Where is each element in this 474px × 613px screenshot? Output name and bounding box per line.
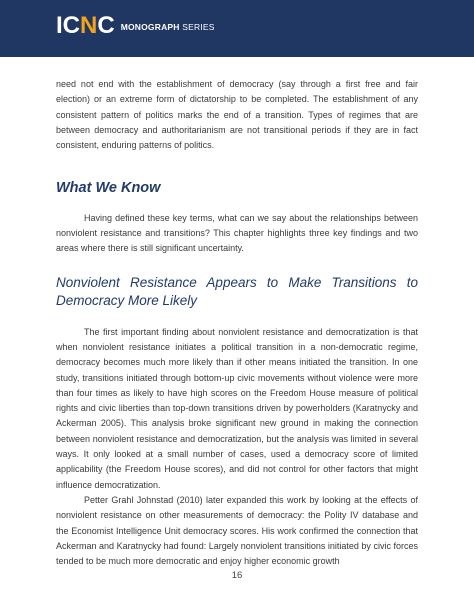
subsection-heading: Nonviolent Resistance Appears to Make Transitions to Democracy More Likely (56, 274, 418, 309)
logo-ic: IC (56, 12, 80, 39)
logo-c: C (97, 12, 115, 39)
paragraph-key-terms: Having defined these key terms, what can we say about the relationships between nonviolent resistance and transitions? This chapter highlights three key findings and two areas where there is still significant uncertainty. (56, 212, 418, 254)
page-body (56, 77, 418, 569)
paragraph-johnstad: Petter Grahl Johnstad (2010) later expanded this work by looking at the effects of nonviolent resistance on other measurements of democracy: the Polity IV database and the Economist Intelligence Unit democracy scores. His work confirmed the connection that Ackerman and Karatnycky had found: Largely nonviolent transitions initiated by civic forces tended to be much more democratic and enjoy higher economic growth (56, 494, 418, 567)
paragraph-continued: need not end with the establishment of democracy (say through a first free and fair election) or an extreme form of dictatorship to be completed. The establishment of any consistent pattern of politics marks the end of a transition. Types of regimes that are between democracy and authoritarianism are not transitional periods if they are in fact consistent, enduring patterns of politics. (56, 79, 418, 151)
paragraph-first-finding: The first important finding about nonviolent resistance and democratization is that when nonviolent resistance initiates a political transition in a non-democratic regime, democracy becomes much more likely than if other means initiated the transition. In one study, transitions initiated through bottom-up civic movements without violence were more than four times as likely to have high scores on the Freedom House measure of political rights and civic liberties than top-down transitions driven by powerholders (Karatnycky and Ackerman 2005). This analysis broke significant new ground in making the connection between nonviolent resistance and democratization, but the analysis was limited in several ways. It only looked at a small number of cases, used a democracy score of limited applicability (the Freedom House scores), and did not control for other factors that might influence democratization. (56, 326, 418, 490)
series-bold: MONOGRAPH (120, 21, 180, 32)
series-light: SERIES (179, 21, 215, 32)
section-heading-what-we-know: What We Know (56, 180, 161, 197)
icnc-logo (56, 14, 215, 38)
monograph-header-bar (0, 0, 474, 57)
page-number: 16 (231, 570, 243, 581)
monograph-series-label (121, 14, 215, 39)
logo-n: N (80, 12, 98, 39)
icnc-logo-mark (56, 14, 115, 38)
